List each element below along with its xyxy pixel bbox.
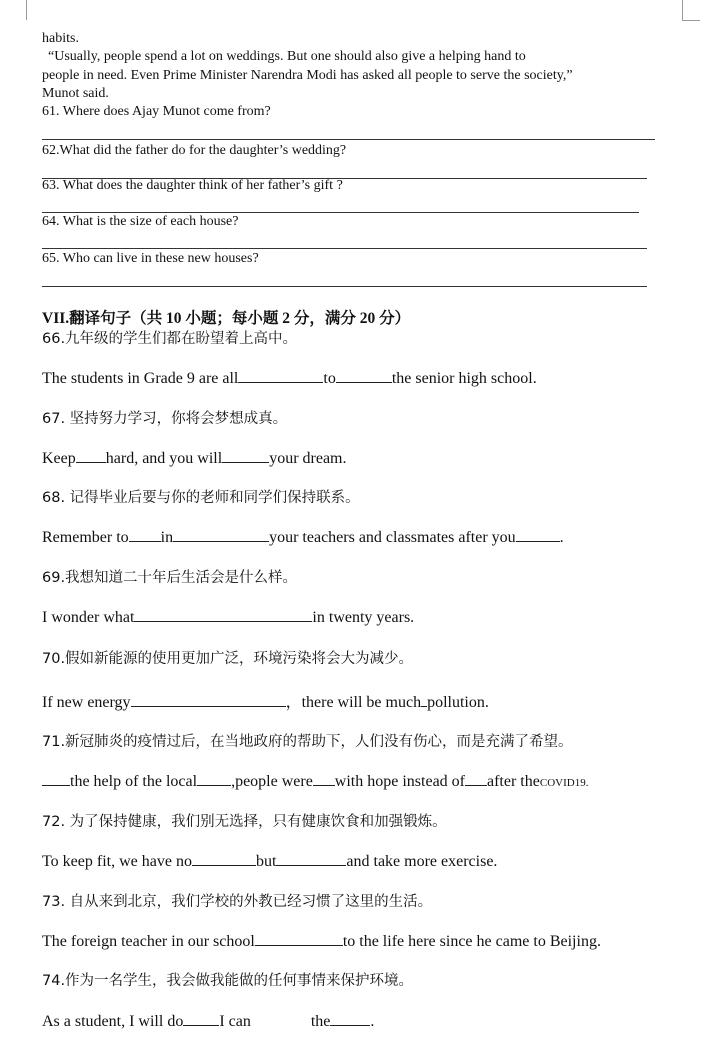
text: in twenty years. — [312, 609, 415, 626]
blank[interactable] — [76, 448, 106, 463]
translation-68-english — [42, 527, 564, 547]
translation-70-chinese: 70.假如新能源的使用更加广泛，环境污染将会大为减少。 — [42, 651, 414, 667]
crop-mark-right-h — [682, 20, 700, 21]
text: I wonder what — [42, 609, 135, 626]
text: and take more exercise. — [346, 853, 498, 870]
crop-mark-left — [26, 0, 27, 20]
blank[interactable] — [183, 1011, 219, 1026]
translation-72-english — [42, 851, 497, 871]
text: . — [370, 1013, 375, 1030]
question-64: 64. What is the size of each house? — [42, 214, 239, 229]
text: . — [559, 529, 564, 546]
translation-68-chinese: 68. 记得毕业后要与你的老师和同学们保持联系。 — [42, 490, 360, 506]
text: I can — [219, 1013, 251, 1030]
text: but — [255, 853, 277, 870]
question-65: 65. Who can live in these new houses? — [42, 251, 259, 266]
translation-67-english — [42, 448, 347, 468]
blank[interactable] — [336, 368, 392, 383]
text: COVID19. — [539, 777, 589, 789]
blank[interactable] — [276, 851, 346, 866]
text: hard, and you will — [105, 450, 223, 467]
blank[interactable] — [465, 771, 487, 786]
translation-69-english — [42, 607, 414, 627]
translation-74-chinese: 74.作为一名学生，我会做我能做的任何事情来保护环境。 — [42, 973, 414, 989]
crop-mark-right — [682, 0, 683, 20]
passage-line: Munot said. — [42, 86, 109, 101]
passage-line: “Usually, people spend a lot on weddings. But one should also give a helping hand to — [48, 49, 526, 64]
translation-66-english — [42, 368, 537, 388]
question-61: 61. Where does Ajay Munot come from? — [42, 104, 271, 119]
text: the — [310, 1013, 331, 1030]
translation-70-english — [42, 689, 489, 712]
blank[interactable] — [129, 527, 161, 542]
question-62: 62.What did the father do for the daughter’s wedding? — [42, 143, 347, 158]
translation-71-chinese: 71.新冠肺炎的疫情过后，在当地政府的帮助下，人们没有伤心，而是充满了希望。 — [42, 734, 573, 750]
text: As a student, I will do — [42, 1013, 184, 1030]
text: The students in Grade 9 are all — [42, 370, 239, 387]
text: in — [160, 529, 174, 546]
text: ,people were — [231, 773, 313, 790]
blank[interactable] — [131, 692, 286, 707]
question-63: 63. What does the daughter think of her father’s gift ? — [42, 178, 343, 193]
blank[interactable] — [330, 1011, 370, 1026]
text: your teachers and classmates after you — [269, 529, 516, 546]
text: ，there will be much — [285, 694, 422, 711]
text: the help of the local — [70, 773, 198, 790]
text: your dream. — [269, 450, 347, 467]
text: the senior high school. — [391, 370, 537, 387]
text: Remember to — [42, 529, 129, 546]
answer-line-65[interactable] — [42, 286, 647, 287]
blank[interactable] — [42, 771, 70, 786]
text: The foreign teacher in our school — [42, 933, 255, 950]
translation-71-english — [42, 771, 588, 791]
passage-line: people in need. Even Prime Minister Narendra Modi has asked all people to serve the society,” — [42, 68, 573, 83]
blank[interactable] — [134, 607, 312, 622]
translation-74-english — [42, 1011, 374, 1031]
translation-69-chinese: 69.我想知道二十年后生活会是什么样。 — [42, 570, 298, 586]
text: To keep fit, we have no — [42, 853, 192, 870]
section-heading: VII.翻译句子（共 10 小题；每小题 2 分，满分 20 分） — [42, 310, 411, 327]
text: after the — [487, 773, 540, 790]
translation-73-chinese: 73. 自从来到北京，我们学校的外教已经习惯了这里的生活。 — [42, 894, 433, 910]
translation-67-chinese: 67. 坚持努力学习，你将会梦想成真。 — [42, 411, 288, 427]
text: with hope instead of — [334, 773, 465, 790]
text: Keep — [42, 450, 76, 467]
blank[interactable] — [313, 771, 335, 786]
blank[interactable] — [516, 527, 560, 542]
text: to — [323, 370, 336, 387]
text: If new energy — [42, 694, 131, 711]
text: to the life here since he came to Beijing. — [342, 933, 601, 950]
blank[interactable] — [255, 931, 343, 946]
passage-line: habits. — [42, 31, 79, 46]
translation-66-chinese: 66.九年级的学生们都在盼望着上高中。 — [42, 331, 298, 347]
blank[interactable] — [173, 527, 269, 542]
blank[interactable] — [192, 851, 256, 866]
translation-73-english — [42, 931, 601, 951]
answer-line-63[interactable] — [42, 212, 639, 213]
blank[interactable] — [238, 368, 323, 383]
translation-72-chinese: 72. 为了保持健康，我们别无选择，只有健康饮食和加强锻炼。 — [42, 814, 447, 830]
blank[interactable] — [197, 771, 231, 786]
answer-line-64[interactable] — [42, 248, 647, 249]
answer-line-61[interactable] — [42, 139, 655, 140]
text: pollution. — [427, 694, 489, 711]
blank[interactable] — [222, 448, 269, 463]
